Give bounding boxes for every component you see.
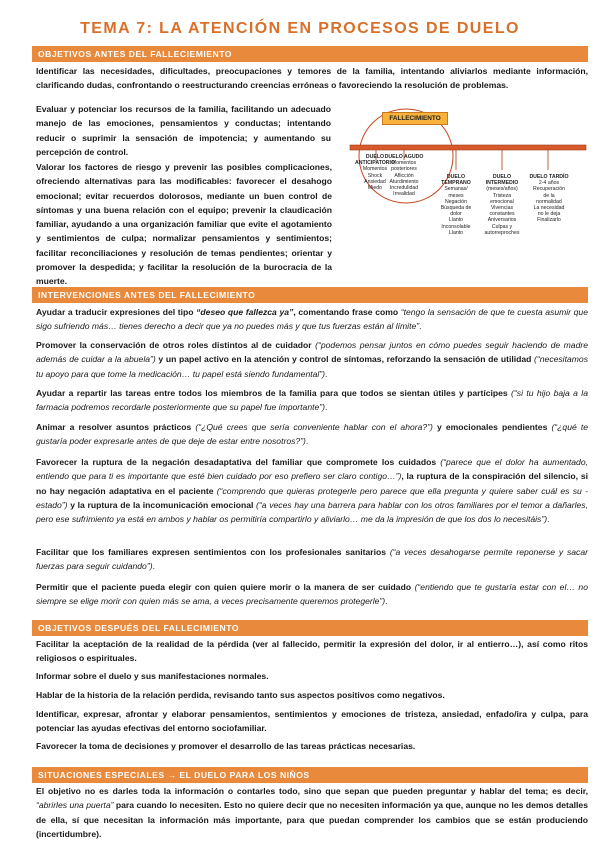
special-1: El objetivo no es darles toda la información o contarles todo, sino que sepan que pueden preguntar y hablar del tema; es decir, “abrirles una puerta” para cuando lo necesiten. Esto no quiere decir que no necesiten información ya que, aunque no les demos detalles de ella, sí que necesitan la información más importante, para que puedan comprender los cambios que se están produciendo (incertidumbre). xyxy=(36,786,588,839)
paragraph-before-2: Evaluar y potenciar los recursos de la familia, facilitando un adecuado manejo de las emociones, pensamientos y conductas; intentando reducir o suprimir la sensación de impotencia; y aumentando su percepción de control. xyxy=(36,104,331,157)
intervention-2: Promover la conservación de otros roles distintos al de cuidador (“podemos pensar juntos en cómo puedes seguir haciendo de madre además de cuidar a la abuela”) y un papel activo en la atención y control de síntomas, reforzando la sensación de utilidad (“necesitamos tu apoyo para que tome la medicación… tu papel está siendo fundamental”). xyxy=(36,340,588,379)
after-5: Favorecer la toma de decisiones y promover el desarrollo de las tareas prácticas necesarias. xyxy=(36,741,416,751)
timeline-bar xyxy=(350,145,586,150)
intervention-5: Favorecer la ruptura de la negación desadaptativa del familiar que compromete los cuidados (“parece que el dolor ha aumentado, entiendo que para ti es importante que esté bien cuidado por eso prefiero ser claro contigo…”), la ruptura de la conspiración del silencio, si no hay negación adaptativa en el paciente (“comprendo que quieras protegerle pero parece que ella pregunta y quiere saber cuál es su -estado”) y la ruptura de la incomunicación emocional (“a veces hay una barrera para hablar con los otros familiares por el temor a dañarles, pero ese sufrimiento ya está en ambos y hablar os permitiría compartirlo y aliviarlo… me da la impresión de que los dos lo necesitáis”). xyxy=(36,457,589,525)
after-1: Facilitar la aceptación de la realidad de la pérdida (ver al fallecido, permitir la expresión del dolor, ir al entierro…), así como ritos religiosos o espirituales. xyxy=(36,639,588,664)
after-4: Identificar, expresar, afrontar y elaborar pensamientos, sentimientos y emociones de tristeza, ansiedad, enfado/ira y culpa, para potenciar las ayudas efectivas del entorno sociofamiliar. xyxy=(36,709,588,734)
section-header-after: OBJETIVOS DESPUÉS DEL FALLECIMIENTO xyxy=(32,620,588,636)
stage-temprano: DUELO TEMPRANO Semanas/ meses Negación Búsqueda de dolor Llanto Inconsolable Llanto xyxy=(440,174,472,236)
grief-timeline-diagram xyxy=(344,104,588,254)
intervention-4: Animar a resolver asuntos prácticos (“¿Qué crees que sería conveniente hablar con el ahora?”) y emocionales pendientes (“¿qué te gustaría poder expresarle antes de que deje de estar entre nosotros?”). xyxy=(36,422,588,447)
section-header-before: OBJETIVOS ANTES DEL FALLECIEMIENTO xyxy=(32,46,588,62)
after-3: Hablar de la historia de la relación perdida, revisando tanto sus aspectos positivos como negativos. xyxy=(36,690,445,700)
intervention-7: Permitir que el paciente pueda elegir con quien quiere morir o la manera de ser cuidado (“entiendo que te gustaría estar con el… no siempre se elige morir con quien más se ama, a veces precisamente queremos protegerle”). xyxy=(36,582,588,607)
section-header-special: SITUACIONES ESPECIALES → EL DUELO PARA LOS NIÑOS xyxy=(32,767,588,783)
stage-tardio: DUELO TARDÍO 2-4 años Recuperación de la normalidad La necesidad no le deja Finalizarlo xyxy=(529,174,569,224)
stage-agudo: DUELO AGUDO Momentos posteriores Aflicción Aturdimiento Incredulidad Irrealidad xyxy=(384,154,424,198)
fallecimiento-label: FALLECIMIENTO xyxy=(382,112,448,125)
stage-anticipatorio: DUELO ANTICIPATORIO Momentos Shock Ansiedad Miedo xyxy=(354,154,396,192)
intervention-3: Ayudar a repartir las tareas entre todos los miembros de la familia para que todos se sientan útiles y partícipes (“si tu hijo baja a la farmacia podremos recordarle posteriormente que su papel fue importante”). xyxy=(36,388,588,413)
stage-intermedio: DUELO INTERMEDIO (meses/años) Tristeza emocional Vivencias constantes Aniversarios Culpas y autorreproches xyxy=(484,174,520,236)
intervention-1: Ayudar a traducir expresiones del tipo “deseo que fallezca ya”, comentando frase como “tengo la sensación de que te cuesta asumir que sigo sufriendo más… tienes derecho a decir que ya no puedes más y que tus fuerzas están al límite”. xyxy=(36,307,588,332)
intervention-6: Facilitar que los familiares expresen sentimientos con los profesionales sanitarios (“a veces desahogarse permite reponerse y sacar fuerzas para seguir cuidando”). xyxy=(36,547,588,572)
paragraph-before-1: Identificar las necesidades, dificultades, preocupaciones y temores de la familia, intentando aliviarlos mediante información, clarificando dudas, confrontando o reestructurando creencias erróneas o favoreciendo la resolución de problemas. xyxy=(36,66,588,91)
section-header-interventions: INTERVENCIONES ANTES DEL FALLECIMIENTO xyxy=(32,287,588,303)
paragraph-before-3: Valorar los factores de riesgo y prevenir las posibles complicaciones, ofreciendo alternativas para las modificables: favorecer el desahogo emocional; evitar recuerdos dolorosos, mediante un buen control de síntomas y una buena relación con el equipo; prevenir la claudicación familiar, ayudando a una organización familiar que evite el agotamiento y sentimientos de culpa; normalizar pensamientos y sentimientos; facilitar reconciliaciones y resolución de temas pendientes; orientar y promover la despedida; y facilitar la resolución de la burocracia de la muerte. xyxy=(36,162,332,287)
after-2: Informar sobre el duelo y sus manifestaciones normales. xyxy=(36,671,269,681)
page-title: TEMA 7: LA ATENCIÓN EN PROCESOS DE DUELO xyxy=(80,20,520,37)
